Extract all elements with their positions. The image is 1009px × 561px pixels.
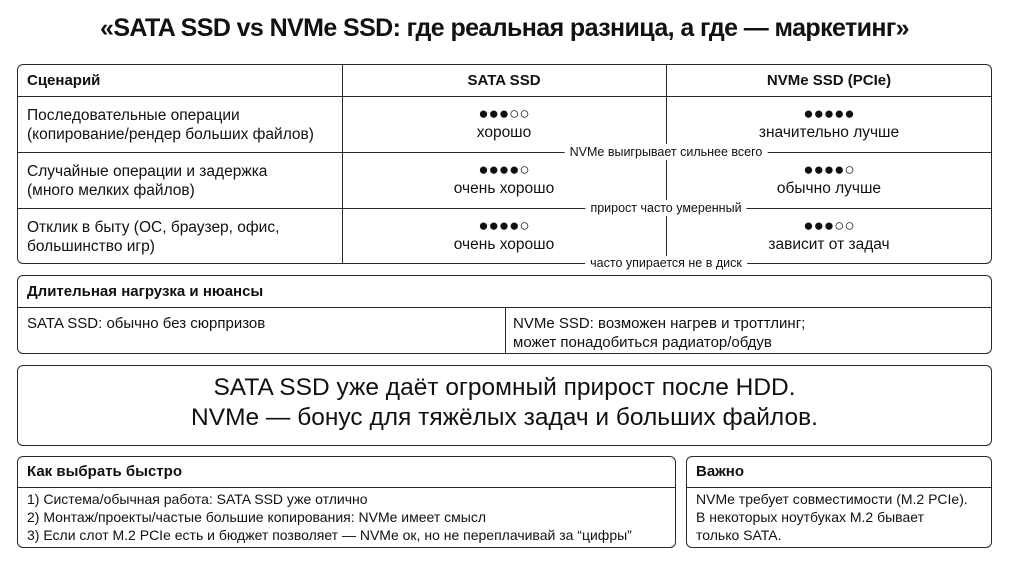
- header-nvme: NVMe SSD (PCIe): [766, 72, 892, 89]
- rating-dots: ●●●○○: [803, 216, 855, 235]
- list-item: 2) Монтаж/проекты/частые большие копирования: NVMe имеет смысл: [27, 509, 486, 525]
- header-scenario: Сценарий: [27, 72, 101, 89]
- important-text: [696, 490, 968, 544]
- rating-label: очень хорошо: [453, 236, 555, 253]
- list-item: 3) Если слот M.2 PCIe есть и бюджет позволяет — NVMe ок, но не переплачивай за “цифры”: [27, 527, 632, 543]
- row-note: NVMe выигрывает сильнее всего: [565, 145, 768, 159]
- important-heading: Важно: [696, 463, 745, 480]
- important-divider: [687, 487, 991, 488]
- page-title: «SATA SSD vs NVMe SSD: где реальная разница, а где — маркетинг»: [100, 14, 909, 42]
- nuances-panel: [17, 275, 992, 354]
- important-line: только SATA.: [696, 527, 782, 543]
- list-item: 1) Система/обычная работа: SATA SSD уже отлично: [27, 491, 368, 507]
- nvme-rating: [666, 217, 992, 254]
- rating-label: зависит от задач: [768, 236, 890, 253]
- rating-dots: ●●●●●: [803, 104, 855, 123]
- scenario-label: Последовательные операции: [27, 107, 240, 124]
- rating-dots: ●●●●○: [803, 160, 855, 179]
- rating-label: очень хорошо: [453, 180, 555, 197]
- row-note: прирост часто умеренный: [585, 201, 746, 215]
- scenario-random: [27, 162, 267, 200]
- nvme-rating: [666, 105, 992, 142]
- scenario-sequential: [27, 106, 314, 144]
- nuances-column-divider: [505, 307, 506, 353]
- nuances-nvme-line: может понадобиться радиатор/обдув: [513, 334, 772, 351]
- header-sata: SATA SSD: [467, 72, 541, 89]
- sata-rating: [342, 105, 666, 142]
- rating-label: обычно лучше: [776, 180, 882, 197]
- row-divider: [18, 152, 991, 153]
- scenario-label: Случайные операции и задержка: [27, 163, 268, 180]
- quick-choice-heading: Как выбрать быстро: [27, 463, 182, 480]
- scenario-label: Отклик в быту (ОС, браузер, офис,: [27, 219, 280, 236]
- scenario-sublabel: (много мелких файлов): [27, 182, 195, 199]
- scenario-sublabel: большинство игр): [27, 238, 155, 255]
- comparison-table: [17, 64, 992, 270]
- row-note: часто упирается не в диск: [585, 256, 747, 270]
- rating-dots: ●●●○○: [478, 104, 530, 123]
- rating-label: значительно лучше: [758, 124, 900, 141]
- important-panel: [686, 456, 992, 548]
- rating-label: хорошо: [476, 124, 532, 141]
- summary-line: SATA SSD уже даёт огромный прирост после HDD.: [213, 374, 796, 401]
- nuances-nvme: [513, 314, 805, 352]
- scenario-sublabel: (копирование/рендер больших файлов): [27, 126, 314, 143]
- sata-rating: [342, 217, 666, 254]
- nvme-rating: [666, 161, 992, 198]
- important-line: В некоторых ноутбуках M.2 бывает: [696, 509, 924, 525]
- important-line: NVMe требует совместимости (M.2 PCIe).: [696, 491, 968, 507]
- quick-choice-panel: [17, 456, 676, 548]
- scenario-everyday: [27, 218, 279, 256]
- header-divider: [18, 96, 991, 97]
- nuances-heading: Длительная нагрузка и нюансы: [27, 283, 264, 300]
- nuances-nvme-line: NVMe SSD: возможен нагрев и троттлинг;: [513, 315, 806, 332]
- quick-choice-list: [27, 490, 632, 544]
- rating-dots: ●●●●○: [478, 160, 530, 179]
- quick-choice-divider: [18, 487, 675, 488]
- nuances-sata: SATA SSD: обычно без сюрпризов: [27, 315, 266, 332]
- row-divider: [18, 208, 991, 209]
- rating-dots: ●●●●○: [478, 216, 530, 235]
- summary-banner: [17, 365, 992, 446]
- sata-rating: [342, 161, 666, 198]
- summary-line: NVMe — бонус для тяжёлых задач и больших файлов.: [191, 404, 818, 431]
